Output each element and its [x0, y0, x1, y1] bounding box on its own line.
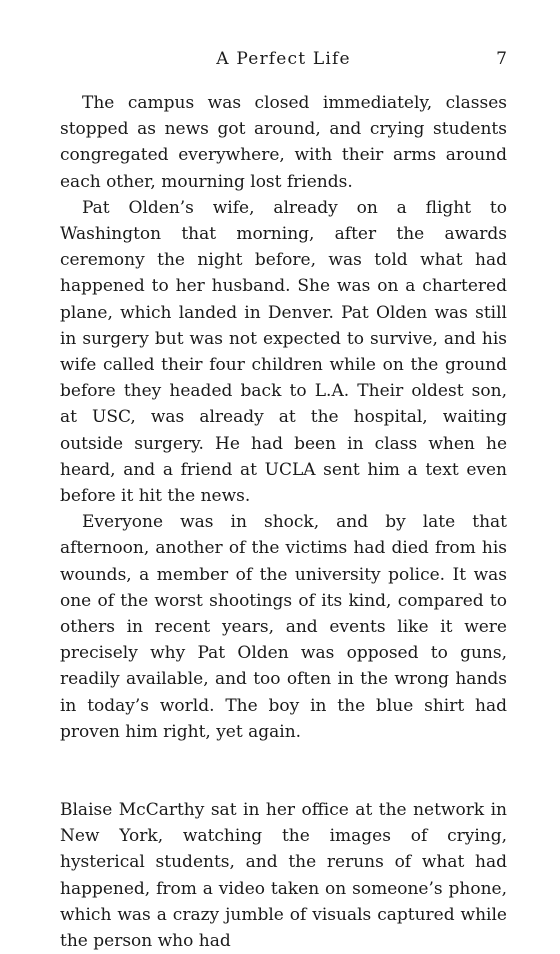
paragraph-shock: Everyone was in shock, and by late that afternoon, another of the victims had died from his wounds, a member of the university police. It was one of the worst shootings of its kind, compared to others in recent years, and events like it were precisely why Pat Olden was opposed to guns, readily available, and too often in the wrong hands in today’s world. The boy in the blue shirt had proven him right, yet again.	[60, 512, 507, 742]
body-text	[60, 90, 507, 954]
page-number: 7	[496, 49, 507, 69]
running-header	[60, 46, 507, 72]
section-break	[60, 745, 507, 797]
paragraph-campus-closed: The campus was closed immediately, classes stopped as news got around, and crying students congregated everywhere, with their arms around each other, mourning lost friends.	[60, 93, 507, 192]
running-title: A Perfect Life	[216, 49, 351, 69]
paragraph-olden-wife: Pat Olden’s wife, already on a flight to Washington that morning, after the awards ceremony the night before, was told what had happened to her husband. She was on a chartered plane, which landed in Denver. Pat Olden was still in surgery but was not expected to survive, and his wife called their four children while on the ground before they headed back to L.A. Their oldest son, at USC, was already at the hospital, waiting outside surgery. He had been in class when he heard, and a friend at UCLA sent him a text even before it hit the news.	[60, 197, 507, 507]
paragraph-blaise-mccarthy: Blaise McCarthy sat in her office at the network in New York, watching the images of crying, hysterical students, and the reruns of what had happened, from a video taken on someone’s phone, which was a crazy jumble of visuals captured while the person who had	[60, 800, 507, 952]
